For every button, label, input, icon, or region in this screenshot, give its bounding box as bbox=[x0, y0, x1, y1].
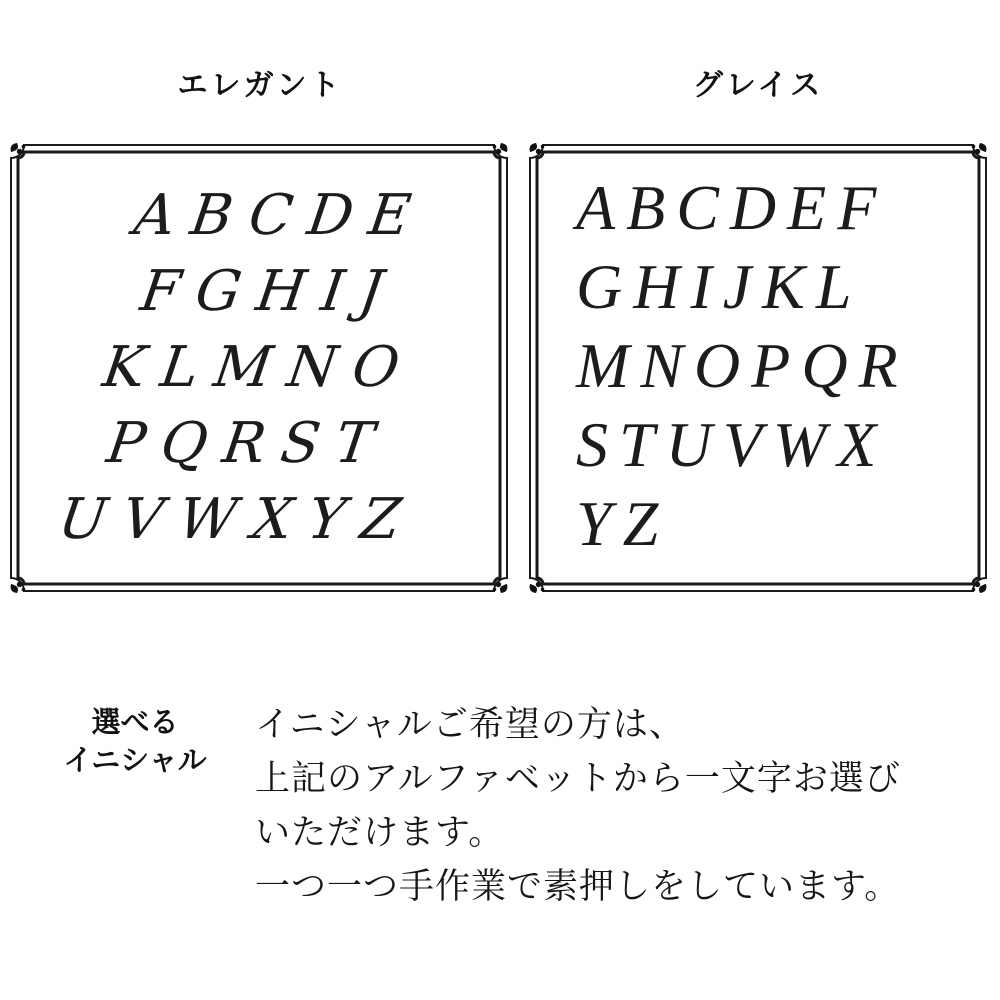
alphabet-row: KLMNO bbox=[98, 335, 420, 400]
note-line: イニシャルご希望の方は、 bbox=[255, 705, 685, 744]
grace-sample-box bbox=[528, 142, 988, 594]
note-label-line1: 選べる bbox=[91, 707, 179, 739]
selectable-initial-label bbox=[35, 704, 235, 780]
grace-alphabet bbox=[576, 168, 988, 563]
elegant-alphabet bbox=[0, 178, 536, 558]
note-line: 上記のアルファベットから一文字お選び bbox=[255, 759, 901, 798]
alphabet-row: PQRST bbox=[103, 411, 394, 476]
elegant-title: エレガント bbox=[177, 69, 343, 102]
alphabet-row: ABCDE bbox=[130, 183, 431, 248]
note-line: いただけます。 bbox=[255, 813, 505, 852]
elegant-sample-box bbox=[9, 142, 509, 594]
alphabet-row: ABCDEF bbox=[576, 172, 888, 243]
alphabet-row: GHIJKL bbox=[576, 251, 863, 322]
alphabet-row: MNOPQR bbox=[576, 330, 909, 401]
initial-note-text bbox=[255, 698, 985, 914]
note-label-line2: イニシャル bbox=[63, 745, 207, 777]
grace-title: グレイス bbox=[692, 69, 824, 102]
alphabet-row: FGHIJ bbox=[136, 259, 403, 324]
alphabet-row: YZ bbox=[576, 488, 670, 559]
note-line: 一つ一つ手作業で素押しをしています。 bbox=[255, 867, 901, 906]
alphabet-row: STUVWX bbox=[576, 409, 888, 480]
alphabet-row: UVWXYZ bbox=[54, 487, 421, 552]
